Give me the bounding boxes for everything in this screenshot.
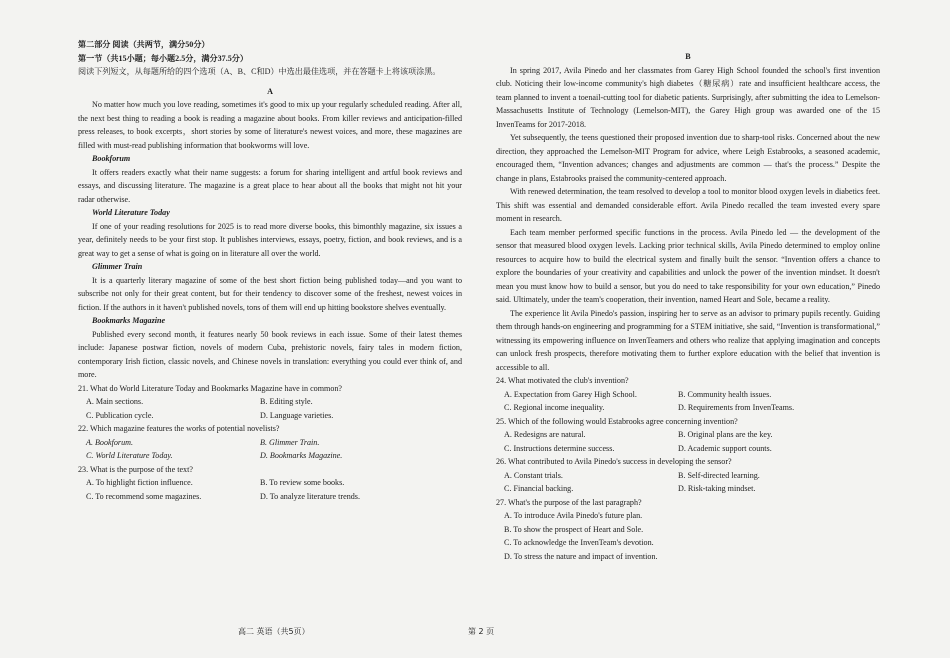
question-21-options: [78, 395, 462, 422]
option: C. Publication cycle.: [86, 410, 154, 420]
option: D. To stress the nature and impact of invention.: [504, 551, 658, 561]
option: D. Academic support counts.: [678, 443, 772, 453]
passage-a-intro: No matter how much you love reading, sometimes it's good to mix up your regularly scheduled reading. After all, the next best thing to reading a book is reading a magazine about books. From killer reviews and anticipation-filled press releases, to book excerpts，short stories by some of literature's newest voices, and more, these magazines are filled with must-read publishing information that bookworms will love.: [78, 100, 462, 150]
question-27: 27. What's the purpose of the last paragraph?: [496, 497, 642, 507]
magazine-text: If one of your reading resolutions for 2025 is to read more diverse books, this bimonthly magazine, six issues a year, definitely needs to be your first stop. It publishes interviews, essays, poetry, fiction, and book reviews, and is a great way to get a sense of what is going on in literature all over the world.: [78, 221, 462, 258]
question-23-options: [78, 476, 462, 503]
passage-b-paragraph: In spring 2017, Avila Pinedo and her classmates from Garey High School founded the school's first invention club. Noticing their low-income community's high diabetes（糖尿病）rate and insufficient healthcare access, the team planned to invent a toenail-cutting tool for diabetic patients. Surprisingly, after submitting the idea to Lemelson-Massachusetts Institute of Technology (Lemelson-MIT), the Garey High group was awarded one of the 15 InvenTeams for 2017-2018.: [496, 65, 880, 129]
instruction-text: 阅读下列短文，从每题所给的四个选项（A、B、C和D）中选出最佳选项，并在答题卡上将该项涂黑。: [78, 67, 441, 76]
option: B. Glimmer Train.: [260, 437, 320, 447]
option: D. Requirements from InvenTeams.: [678, 403, 795, 412]
passage-b-paragraph: Yet subsequently, the teens questioned their proposed invention due to sharp-tool risks. Concerned about the new direction, they approached the Lemelson-MIT Program for advice, where Leigh Estabrooks, a seasoned academic, encouraged them, “Invention advances; changes and adjustments are common — that's the process.” Despite the change in plans, Estabrooks praised the community-centered approach.: [496, 133, 880, 183]
question-24-options: [496, 388, 880, 415]
footer-subject: 高二 英语（共5页）: [238, 627, 310, 636]
option: C. To recommend some magazines.: [86, 491, 202, 501]
question-26: 26. What contributed to Avila Pinedo's success in developing the sensor?: [496, 457, 732, 466]
magazine-text: It is a quarterly literary magazine of some of the best short fiction being published today—and you want to subscribe not only for their great content, but for their tendency to discover some of the freshest, newest voices in fiction. If the authors in it haven't published novels, tons of them will end up hitting bookstore shelves eventually.: [78, 275, 462, 312]
option: A. Redesigns are natural.: [504, 430, 586, 439]
option: C. World Literature Today.: [86, 451, 173, 460]
option: D. To analyze literature trends.: [260, 491, 360, 501]
section-heading: 第一节（共15小题；每小题2.5分，满分37.5分）: [78, 53, 248, 63]
question-22-options: [78, 436, 462, 463]
option: A. To introduce Avila Pinedo's future plan.: [504, 511, 643, 520]
option: C. To acknowledge the InvenTeam's devotion.: [504, 538, 654, 547]
option: A. Bookforum.: [86, 437, 133, 447]
magazine-title: Glimmer Train: [92, 262, 143, 271]
magazine-title: Bookforum: [92, 154, 131, 163]
option: C. Regional income inequality.: [504, 403, 605, 412]
option: B. To review some books.: [260, 478, 345, 487]
option: D. Risk-taking mindset.: [678, 484, 756, 493]
option: A. Expectation from Garey High School.: [504, 389, 637, 399]
passage-b-letter: B: [685, 52, 691, 61]
left-column: [78, 38, 462, 503]
option: D. Bookmarks Magazine.: [260, 451, 343, 460]
question-25: 25. Which of the following would Estabrooks agree concerning invention?: [496, 416, 738, 426]
option: C. Instructions determine success.: [504, 443, 615, 453]
option: D. Language varieties.: [260, 410, 334, 420]
magazine-title: World Literature Today: [92, 208, 170, 217]
magazine-text: It offers readers exactly what their name suggests: a forum for sharing intelligent and artful book reviews and essays, and discussing literature. The magazine is a great place to hear about all the books that might not hit your radar otherwise.: [78, 167, 462, 204]
option: B. To show the prospect of Heart and Sole.: [504, 524, 644, 534]
option: C. Financial backing.: [504, 484, 574, 493]
passage-a-letter: A: [267, 86, 273, 96]
option: A. Main sections.: [86, 397, 144, 406]
passage-b-paragraph: With renewed determination, the team resolved to develop a tool to monitor blood oxygen levels in diabetics feet. This shift was essential and demanded considerable effort. Avila Pinedo recalled the team invested every spare moment in research.: [496, 187, 880, 223]
question-22: 22. Which magazine features the works of potential novelists?: [78, 424, 280, 433]
question-21: 21. What do World Literature Today and Bookmarks Magazine have in common?: [78, 383, 343, 393]
question-25-options: [496, 428, 880, 455]
part-heading: 第二部分 阅读（共两节，满分50分）: [78, 40, 210, 49]
option: A. To highlight fiction influence.: [86, 478, 193, 487]
right-column: [496, 38, 880, 563]
passage-b-paragraph: The experience lit Avila Pinedo's passion, inspiring her to serve as an advisor to primary pupils recently. Guiding them through hands-on engineering and programming for a STEM initiative, she said, “Invention is transformational,” witnessing its empowering influence on InvenTeamers and others who realize that applying imagination and concepts can unlock fresh prospects, therefore motivating them to further explore education with the belief that invention is accessible to all.: [496, 308, 880, 372]
magazine-title: Bookmarks Magazine: [92, 316, 166, 325]
option: B. Original plans are the key.: [678, 430, 773, 439]
option: B. Self-directed learning.: [678, 470, 760, 480]
question-24: 24. What motivated the club's invention?: [496, 376, 629, 385]
question-27-options: [496, 509, 880, 563]
question-26-options: [496, 469, 880, 496]
magazine-text: Published every second month, it features nearly 50 book reviews in each issue. Some of their latest themes include: Japanese postwar fiction, novels of modern Cuba, prehistoric novels, fairy tales in modern fiction, contemporary Irish fiction, classic novels, and Chinese novels in translation: everything you could ever think of, and more.: [78, 329, 462, 379]
option: A. Constant trials.: [504, 470, 563, 480]
option: B. Editing style.: [260, 397, 313, 406]
passage-b-paragraph: Each team member performed specific functions in the process. Avila Pinedo led — the development of the sensor that measured blood oxygen levels. Lacking prior technical skills, Avila Pinedo determined to employ online resources to acquire how to build the electrical system and finally built the sensor. “Invention offers a chance to explore the boundaries of your creativity and capabilities and unlock the power of the invention mindset. It doesn't mean you must know how to build a sensor, but you do need to take responsibility for your own education,” Pinedo said. Ultimately, under the team's cooperation, their invention, named Heart and Sole, became a reality.: [496, 227, 880, 304]
question-23: 23. What is the purpose of the text?: [78, 464, 193, 474]
option: B. Community health issues.: [678, 389, 772, 399]
footer-page-number: 第 2 页: [468, 627, 495, 636]
